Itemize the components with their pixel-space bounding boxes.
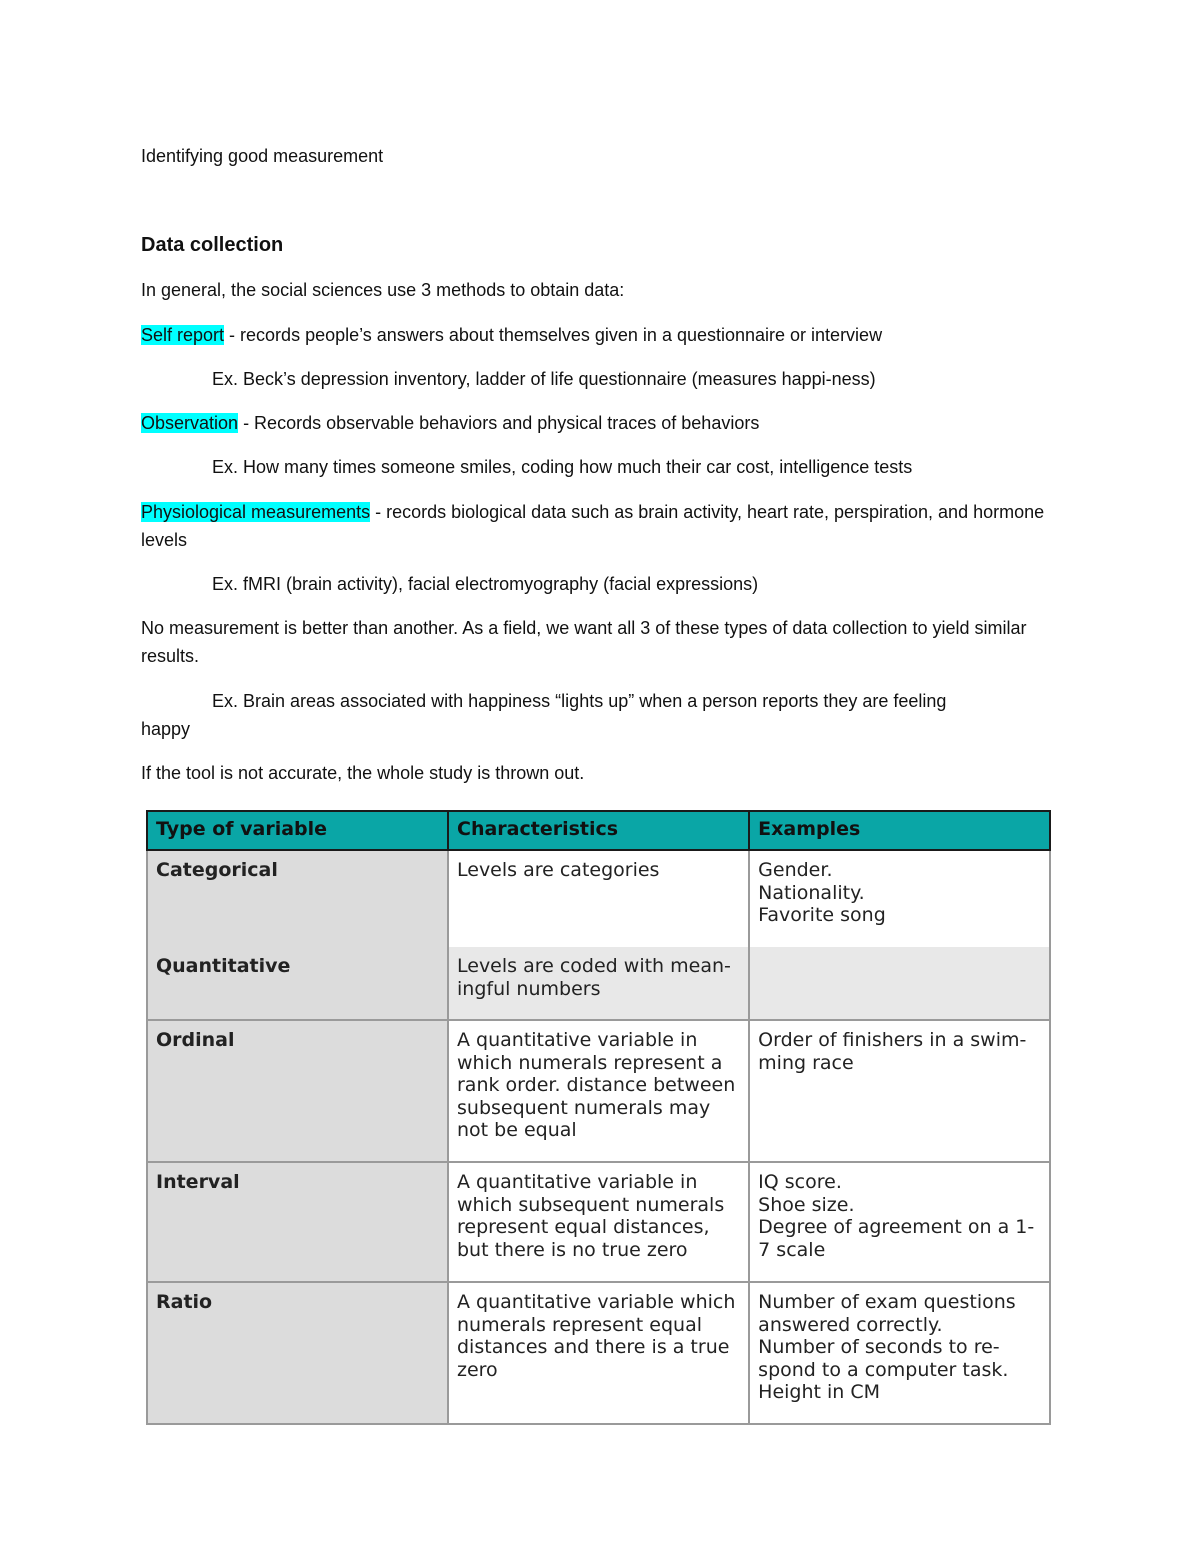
- cell-line: distances and there is a true: [457, 1336, 730, 1358]
- method-example: Ex. Beck’s depression inventory, ladder of life questionnaire (measures happi-ness): [212, 369, 876, 389]
- characteristics-cell: [448, 1162, 749, 1282]
- table-header-cell: Characteristics: [448, 811, 749, 850]
- conclusion-example-line2: happy: [141, 719, 191, 739]
- variable-type-cell: Ratio: [147, 1282, 448, 1424]
- method-physiological: [141, 498, 1061, 554]
- table-row: [147, 947, 1050, 1020]
- method-description: - records people’s answers about themselves given in a questionnaire or interview: [224, 325, 883, 345]
- examples-cell: [749, 947, 1050, 1020]
- table-body: [147, 850, 1050, 1424]
- variable-type-cell: Categorical: [147, 850, 448, 947]
- method-description: - records biological data such as brain activity, heart rate, perspiration, and hormone levels: [141, 502, 1045, 550]
- cell-line: but there is no true zero: [457, 1238, 688, 1261]
- cell-line: which subsequent numerals: [457, 1193, 725, 1216]
- section-heading: Data collection: [141, 234, 284, 256]
- cell-line: not be equal: [457, 1119, 577, 1141]
- cell-line: which numerals represent a: [457, 1051, 723, 1074]
- method-example: Ex. How many times someone smiles, coding how much their car cost, intelligence tests: [212, 457, 913, 477]
- table-header-row: [147, 811, 1050, 850]
- highlight-term: Physiological measurements: [141, 502, 371, 522]
- cell-line: numerals represent equal: [457, 1313, 703, 1336]
- cell-line: A quantitative variable which: [457, 1291, 736, 1313]
- cell-line: Order of finishers in a swim-: [758, 1029, 1027, 1051]
- cell-line: Height in CM: [758, 1381, 881, 1403]
- table-row: [147, 850, 1050, 947]
- cell-line: ming race: [758, 1051, 854, 1074]
- highlight-term: Self report: [141, 325, 225, 345]
- characteristics-cell: [448, 1020, 749, 1162]
- examples-cell: [749, 1162, 1050, 1282]
- intro-paragraph: In general, the social sciences use 3 methods to obtain data:: [141, 280, 625, 300]
- highlight-term: Observation: [141, 413, 239, 433]
- method-observation: [141, 409, 759, 437]
- method-example: Ex. fMRI (brain activity), facial electromyography (facial expressions): [212, 574, 759, 594]
- cell-line: IQ score.: [758, 1171, 842, 1193]
- cell-line: Gender.: [758, 859, 833, 881]
- cell-line: Degree of agreement on a 1-: [758, 1216, 1035, 1238]
- cell-line: 7 scale: [758, 1238, 826, 1261]
- cell-line: Levels are coded with mean-: [457, 955, 731, 977]
- examples-cell: [749, 1020, 1050, 1162]
- variable-type-cell: Ordinal: [147, 1020, 448, 1162]
- variable-types-table: [146, 810, 1051, 1425]
- cell-line: answered correctly.: [758, 1313, 943, 1336]
- characteristics-cell: [448, 1282, 749, 1424]
- doc-title: Identifying good measurement: [141, 146, 384, 166]
- table-row: [147, 1020, 1050, 1162]
- cell-line: represent equal distances,: [457, 1216, 710, 1238]
- characteristics-cell: [448, 850, 749, 947]
- cell-line: Number of seconds to re-: [758, 1336, 1000, 1358]
- cell-line: zero: [457, 1358, 498, 1381]
- closing-paragraph: If the tool is not accurate, the whole study is thrown out.: [141, 763, 585, 783]
- cell-line: A quantitative variable in: [457, 1171, 698, 1193]
- variable-type-cell: Quantitative: [147, 947, 448, 1020]
- table-header-cell: Type of variable: [147, 811, 448, 850]
- cell-line: Nationality.: [758, 881, 865, 904]
- cell-line: Favorite song: [758, 904, 886, 926]
- examples-cell: [749, 850, 1050, 947]
- conclusion-paragraph: No measurement is better than another. As a field, we want all 3 of these types of data collection to yield similar results.: [141, 618, 1027, 666]
- method-self-report: [141, 321, 882, 349]
- cell-line: Levels are categories: [457, 859, 660, 881]
- method-description: - Records observable behaviors and physical traces of behaviors: [238, 413, 760, 433]
- conclusion-example-line1: Ex. Brain areas associated with happiness “lights up” when a person reports they are feeling: [212, 691, 947, 711]
- cell-line: Shoe size.: [758, 1193, 855, 1216]
- cell-line: rank order. distance between: [457, 1074, 736, 1096]
- cell-line: spond to a computer task.: [758, 1358, 1009, 1381]
- examples-cell: [749, 1282, 1050, 1424]
- table-row: [147, 1282, 1050, 1424]
- cell-line: subsequent numerals may: [457, 1096, 711, 1119]
- characteristics-cell: [448, 947, 749, 1020]
- cell-line: ingful numbers: [457, 977, 601, 1000]
- table-row: [147, 1162, 1050, 1282]
- variable-type-cell: Interval: [147, 1162, 448, 1282]
- cell-line: Number of exam questions: [758, 1291, 1016, 1313]
- cell-line: A quantitative variable in: [457, 1029, 698, 1051]
- table-header-cell: Examples: [749, 811, 1050, 850]
